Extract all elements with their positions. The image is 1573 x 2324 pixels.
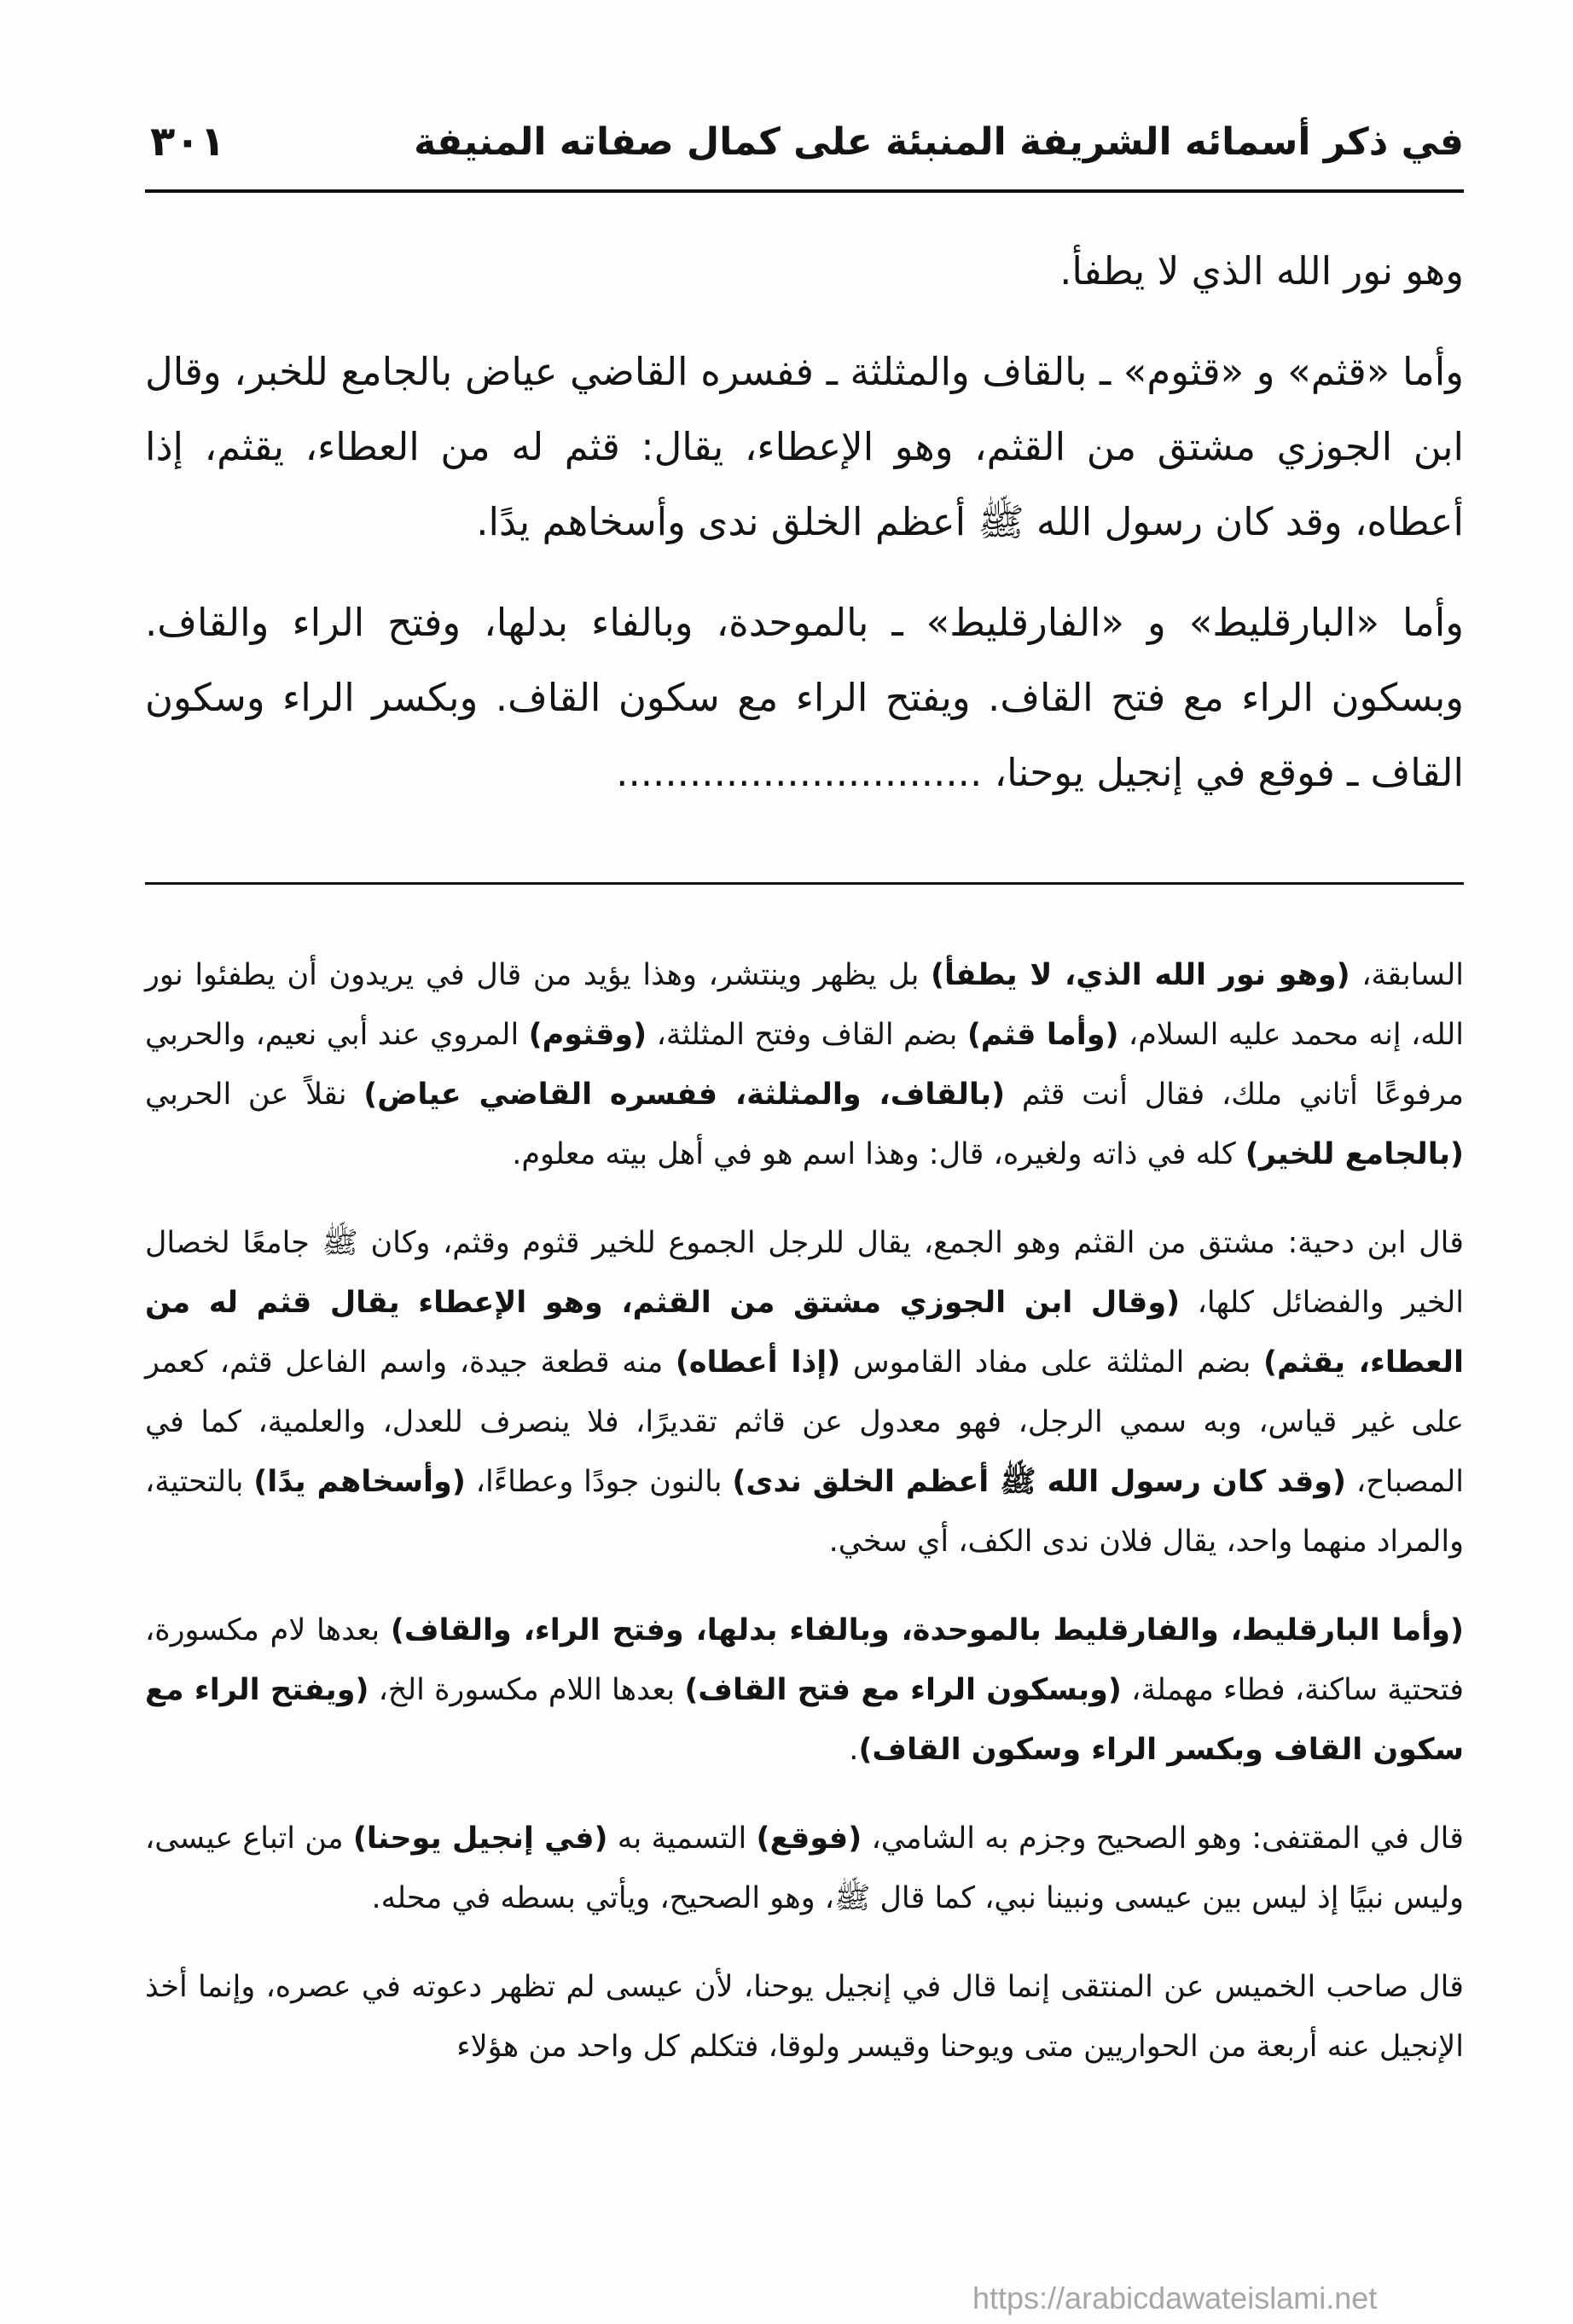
commentary-paragraph <box>145 1213 1464 1572</box>
commentary-segment: المروي عند أبي نعيم، والحربي مرفوعًا أتاني ملك، فقال أنت قثم <box>145 1018 1465 1112</box>
commentary-segment: من اتباع عيسى، وليس نبيًا إذ ليس بين عيسى ونبينا نبي، كما قال ﷺ، وهو الصحيح، ويأتي بسطه في محله. <box>145 1821 1464 1915</box>
commentary-quoted-segment: (وأما البارقليط، والفارقليط بالموحدة، وبالفاء بدلها، وفتح الراء، والقاف) <box>390 1613 1465 1647</box>
commentary-segment: قال صاحب الخميس عن المنتقى إنما قال في إنجيل يوحنا، لأن عيسى لم تظهر دعوته في عصره، وإنما أخذ الإنجيل عنه أربعة من الحواريين متى ويوحنا وقيسر ولوقا، فتكلم كل واحد من هؤلاء <box>145 1970 1464 2064</box>
commentary-segment: نقلاً عن الحربي <box>145 1078 364 1112</box>
commentary-segment: بل يظهر وينتشر، وهذا يؤيد من قال في يريدون أن يطفئوا نور الله، إنه محمد عليه السلام، <box>145 958 1464 1052</box>
commentary-segment: بالنون جودًا وعطاءًا، <box>465 1465 733 1499</box>
commentary-segment: كله في ذاته ولغيره، قال: وهذا اسم هو في أهل بيته معلوم. <box>512 1137 1245 1171</box>
commentary-quoted-segment: (وهو نور الله الذي، لا يطفأ) <box>931 958 1350 992</box>
commentary-quoted-segment: (بالجامع للخير) <box>1245 1137 1464 1171</box>
commentary-paragraph <box>145 1601 1464 1780</box>
footnote-separator <box>145 882 1464 885</box>
commentary-paragraph <box>145 1809 1464 1928</box>
commentary-segment: قال في المقتفى: وهو الصحيح وجزم به الشامي، <box>862 1821 1465 1856</box>
commentary-quoted-segment: (وقد كان رسول الله ﷺ أعظم الخلق ندى) <box>732 1465 1347 1499</box>
commentary-segment: السابقة، <box>1350 958 1464 992</box>
commentary-segment: بعدها اللام مكسورة الخ، <box>369 1673 685 1707</box>
watermark-url: https://arabicdawateislami.net <box>972 2280 1378 2315</box>
commentary-segment: منه قطعة جيدة، واسم الفاعل قثم، كعمر على غير قياس، وبه سمي الرجل، فهو معدول عن قاثم تقديرًا، فلا ينصرف للعدل، والعلمية، كما في المصباح، <box>145 1345 1464 1499</box>
commentary-quoted-segment: (بالقاف، والمثلثة، ففسره القاضي عياض) <box>363 1078 1006 1112</box>
commentary-segment: بعدها لام مكسورة، فتحتية ساكنة، فطاء مهملة، <box>145 1613 1464 1707</box>
running-header <box>145 101 1464 183</box>
commentary-quoted-segment: (فوقع) <box>756 1821 862 1856</box>
commentary-segment: التسمية به <box>607 1821 757 1856</box>
commentary-quoted-segment: (وبسكون الراء مع فتح القاف) <box>684 1673 1122 1707</box>
commentary-quoted-segment: (وأسخاهم يدًا) <box>253 1465 466 1499</box>
commentary-paragraph <box>145 945 1464 1184</box>
main-text <box>145 234 1464 836</box>
commentary-segment: بضم المثلثة على مفاد القاموس <box>840 1345 1263 1380</box>
main-paragraph: وأما «البارقليط» و «الفارقليط» ـ بالموحدة، وبالفاء بدلها، وفتح الراء والقاف. وبسكون الراء مع فتح القاف. ويفتح الراء مع سكون القاف. وبكسر الراء وسكون القاف ـ فوقع في إنجيل يوحنا، .............................. <box>145 600 1464 795</box>
commentary-quoted-segment: (وأما قثم) <box>966 1018 1119 1052</box>
commentary-segment: . <box>849 1733 859 1767</box>
main-paragraph: وأما «قثم» و «قثوم» ـ بالقاف والمثلثة ـ ففسره القاضي عياض بالجامع للخبر، وقال ابن الجوزي مشتق من القثم، وهو الإعطاء، يقال: قثم له من العطاء، يقثم، إذا أعطاه، وقد كان رسول الله ﷺ أعظم الخلق ندى وأسخاهم يدًا. <box>145 349 1464 544</box>
commentary-quoted-segment: (وقال ابن الجوزي مشتق من القثم، وهو الإعطاء يقال قثم له من العطاء، يقثم) <box>145 1286 1464 1380</box>
commentary-text <box>145 945 1464 2106</box>
commentary-segment: قال ابن دحية: مشتق من القثم وهو الجمع، يقال للرجل الجموع للخير قثوم وقثم، وكان ﷺ جامعًا لخصال الخير والفضائل كلها، <box>145 1226 1464 1320</box>
main-paragraph: وهو نور الله الذي لا يطفأ. <box>1059 248 1464 293</box>
commentary-segment: بضم القاف وفتح المثلثة، <box>647 1018 967 1052</box>
commentary-segment: بالتحتية، والمراد منهما واحد، يقال فلان ندى الكف، أي سخي. <box>145 1465 1464 1559</box>
header-rule <box>145 189 1464 193</box>
page-number: ٣٠١ <box>150 118 225 166</box>
header-title: في ذكر أسمائه الشريفة المنبئة على كمال صفاته المنيفة <box>414 119 1464 164</box>
commentary-paragraph <box>145 1957 1464 2077</box>
commentary-quoted-segment: (ويفتح الراء مع سكون القاف وبكسر الراء وسكون القاف) <box>145 1673 1464 1767</box>
commentary-quoted-segment: (وقثوم) <box>528 1018 647 1052</box>
commentary-quoted-segment: (إذا أعطاه) <box>675 1345 841 1380</box>
commentary-quoted-segment: (في إنجيل يوحنا) <box>352 1821 608 1856</box>
